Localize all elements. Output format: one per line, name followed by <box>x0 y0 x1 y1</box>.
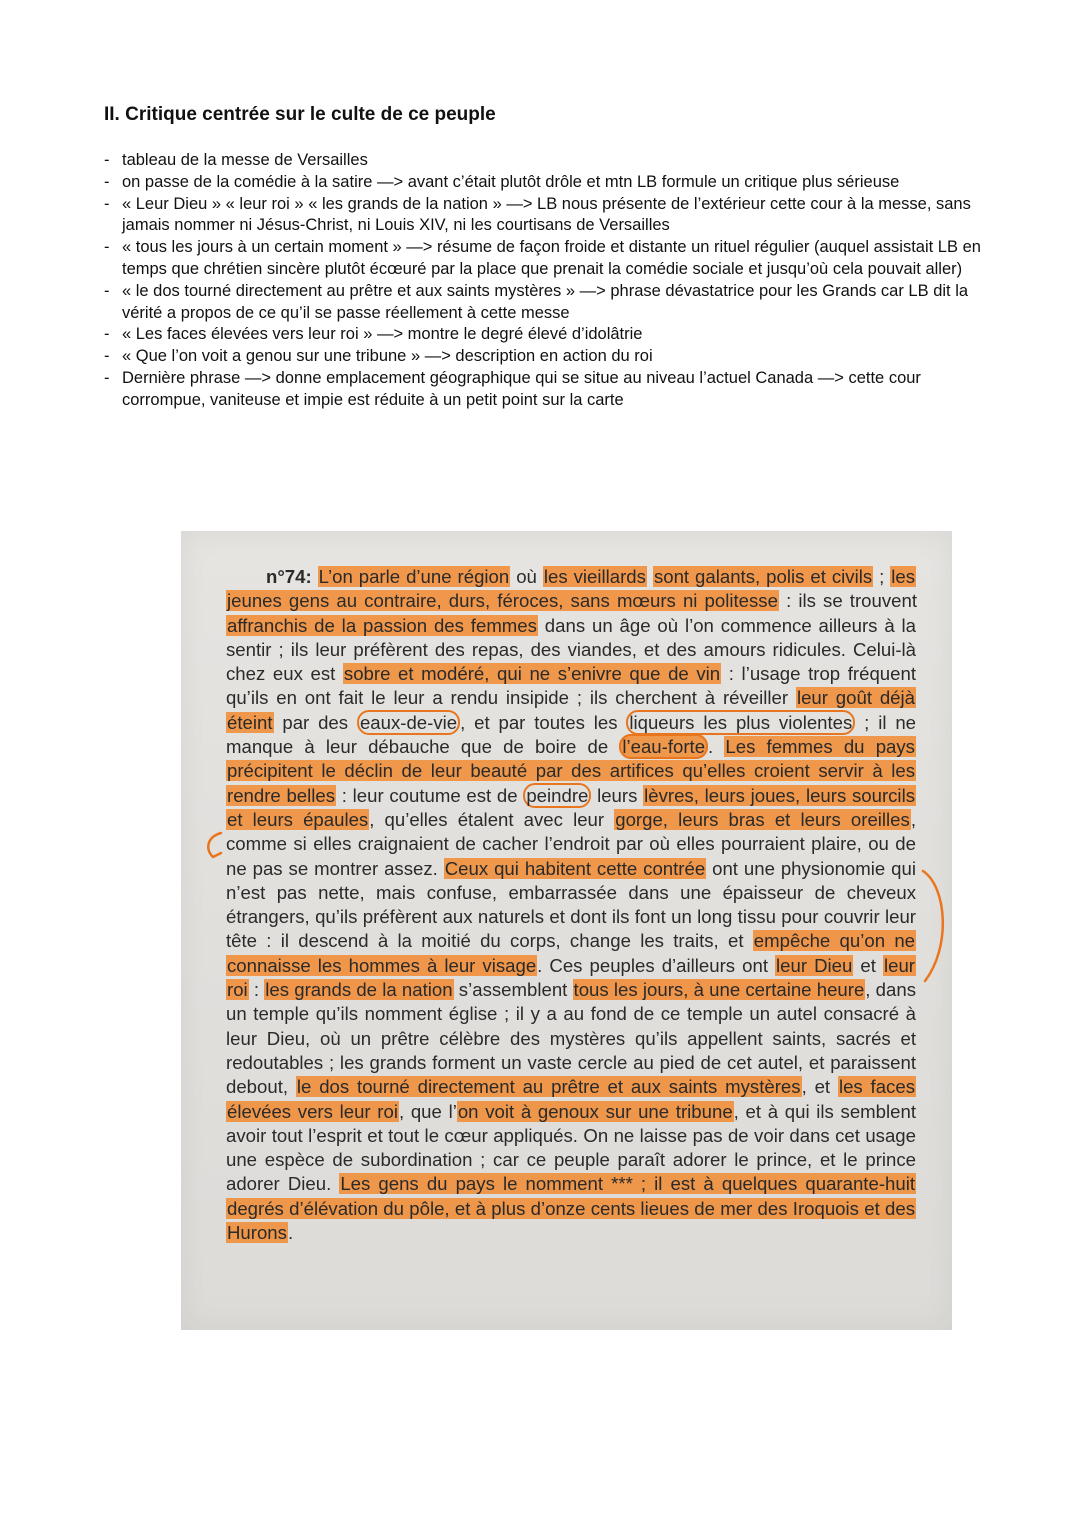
left-arrow-annotation <box>199 829 229 869</box>
highlight: Les femmes du pays précipitent le déclin de leur beauté par des artifices qu’elles croient servir à les rendre belles <box>227 736 915 806</box>
highlight: on voit à genoux sur une tribune <box>457 1100 733 1122</box>
highlight: sont galants, polis et civils <box>653 566 873 587</box>
highlight: tous les jours, à une certaine heure <box>573 979 865 1001</box>
bullet-list <box>104 150 984 412</box>
highlight: gorge, leurs bras et leurs oreilles <box>615 808 910 830</box>
list-item: - tableau de la messe de Versailles <box>104 151 368 169</box>
section-title: II. Critique centrée sur le culte de ce peuple <box>104 104 496 125</box>
highlight: les vieillards <box>543 566 646 587</box>
highlight: le dos tourné directement au prêtre et aux saints mystères <box>296 1076 801 1098</box>
list-item: - « Les faces élevées vers leur roi » —> montre le degré élevé d’idolâtrie <box>104 325 643 344</box>
highlight: les grands de la nation <box>265 979 453 1001</box>
circled-word: liqueurs les plus violentes <box>626 710 855 735</box>
notes-section <box>104 102 984 412</box>
excerpt-text: n°74: L’on parle d’une région où les vieillards sont galants, polis et civils ; les jeunes gens au contraire, durs, féroces, sans mœurs ni politesse : ils se trouvent affranchis de la passion des femmes dans un âge où l’on commence ailleurs à la sentir ; ils leur préfèrent des repas, des viandes, et des amours ridicules. Celui-là chez eux est sobre et modéré, qui ne s’enivre que de vin : l’usage trop fréquent qu’ils en ont fait le leur a rendu insipide ; ils cherchent à réveiller leur goût déjà éteint par des eaux-de-vie , et par toutes les liqueurs les plus violentes ; il ne manque à leur débauche que de boire de l’eau-forte . Les femmes du pays précipitent le déclin de leur beauté par des artifices qu’elles croient servir à les rendre belles : leur coutume est de peindre leurs lèvres, leurs joues, leurs sourcils et leurs épaules, qu’elles étalent avec leur gorge, leurs bras et leurs oreilles, comme si elles craignaient de cacher l’endroit par où elles pourraient plaire, ou de ne pas se montrer assez. Ceux qui habitent cette contrée ont une physionomie qui n’est pas nette, mais confuse, embarrassée dans une épaisseur de cheveux étrangers, qu’ils préfèrent aux naturels et dont ils font un long tissu pour couvrir leur tête : il descend à la moitié du corps, change les traits, et empêche qu’on ne connaisse les hommes à leur visage. Ces peuples d’ailleurs ont leur Dieu et leur roi : les grands de la nation s’assemblent tous les jours, à une certaine heure, dans un temple qu’ils nomment église ; il y a au fond de ce temple un autel consacré à leur Dieu, où un prêtre célèbre des mystères qu’ils appellent saints, sacrés et redoutables ; les grands forment un vaste cercle au pied de cet autel, et paraissent debout, le dos tourné directement au prêtre et aux saints mystères, et les faces élevées vers leur roi, que l’on voit à genoux sur une tribune, et à qui ils semblent avoir tout l’esprit et tout le cœur appliqués. On ne laisse pas de voir dans cet usage une espèce de subordination ; car ce peuple paraît adorer le prince, et le prince adorer Dieu. Les gens du pays le nomment *** ; il est à quelques quarante-huit degrés d’élévation du pôle, et à plus d’onze cents lieues de mer des Iroquois et des Hurons. <box>226 566 917 1244</box>
circled-word: peindre <box>523 783 591 808</box>
circled-word: l’eau-forte <box>619 734 708 759</box>
highlight: sobre et modéré, qui ne s’enivre que de vin <box>343 663 721 685</box>
highlight: les faces élevées vers leur roi <box>227 1076 915 1122</box>
list-item: - « Que l’on voit a genou sur une tribune » —> description en action du roi <box>104 347 653 366</box>
highlight: les jeunes gens au contraire, durs, féroces, sans mœurs ni politesse <box>227 566 916 612</box>
highlight: leur Dieu <box>776 954 853 976</box>
highlight: affranchis de la passion des femmes <box>227 614 537 636</box>
highlight: Ceux qui habitent cette contrée <box>444 857 706 879</box>
highlight: L’on parle d’une région <box>318 566 510 587</box>
highlight: leur goût déjà éteint <box>227 687 915 733</box>
scanned-excerpt-image <box>181 531 952 1330</box>
right-bracket-annotation <box>919 867 953 987</box>
highlight: empêche qu’on ne connaisse les hommes à leur visage <box>227 930 915 976</box>
highlight: lèvres, leurs joues, leurs sourcils et leurs épaules <box>227 784 915 830</box>
circled-word: eaux-de-vie <box>357 710 460 735</box>
list-item: - « le dos tourné directement au prêtre et aux saints mystères » —> phrase dévastatrice pour les Grands car LB dit la vérité a propos de ce qu’il se passe réellement à cette messe <box>104 281 969 322</box>
list-item: - Dernière phrase —> donne emplacement géographique qui se situe au niveau l’actuel Canada —> cette cour corrompue, vaniteuse et impie est réduite à un petit point sur la carte <box>104 368 921 409</box>
highlight: Les gens du pays le nomment *** ; il est à quelques quarante-huit degrés d’élévation du pôle, et à plus d’onze cents lieues de mer des Iroquois et des Hurons <box>227 1173 915 1244</box>
list-item: - « Leur Dieu » « leur roi » « les grands de la nation » —> LB nous présente de l’extérieur cette cour à la messe, sans jamais nommer ni Jésus-Christ, ni Louis XIV, ni les courtisans de Versailles <box>104 194 971 235</box>
excerpt-ref: n°74: <box>266 566 312 587</box>
list-item: - « tous les jours à un certain moment » —> résume de façon froide et distante un rituel régulier (auquel assistait LB en temps que chrétien sincère plutôt écœuré par la place que prenait la comédie sociale et jusqu’où cela pouvait aller) <box>104 238 981 278</box>
list-item: - on passe de la comédie à la satire —> avant c’était plutôt drôle et mtn LB formule un critique plus sérieuse <box>104 172 900 191</box>
highlight: leur roi <box>227 954 915 1001</box>
